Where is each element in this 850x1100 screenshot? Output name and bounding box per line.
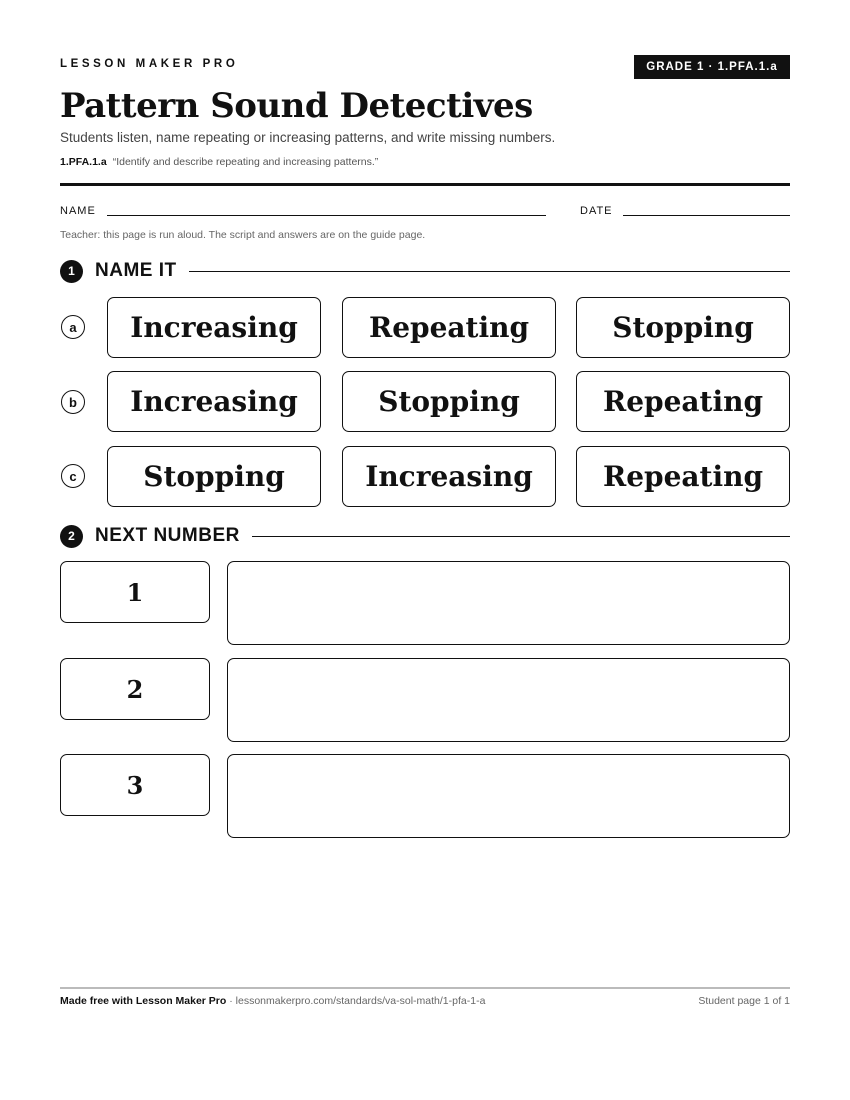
choice-b-2[interactable]: Stopping: [342, 371, 556, 432]
grade-badge: GRADE 1 · 1.PFA.1.a: [634, 55, 790, 79]
standard-code: 1.PFA.1.a: [60, 156, 107, 168]
footer-divider: [60, 987, 790, 989]
row-letter-b: b: [61, 390, 85, 414]
row-letter-c: c: [61, 464, 85, 488]
section-number-badge: 2: [60, 525, 83, 548]
answer-box-2[interactable]: [227, 658, 790, 742]
footer-url[interactable]: · lessonmakerpro.com/standards/va-sol-math/1-pfa-1-a: [226, 995, 486, 1007]
page-title: Pattern Sound Detectives: [60, 86, 533, 126]
standard-quote: “Identify and describe repeating and increasing patterns.”: [112, 156, 379, 168]
header-divider: [60, 183, 790, 186]
footer-page-number: Student page 1 of 1: [698, 995, 790, 1007]
answer-box-3[interactable]: [227, 754, 790, 838]
choice-b-1[interactable]: Increasing: [107, 371, 321, 432]
name-field[interactable]: [107, 215, 546, 216]
choice-c-1[interactable]: Stopping: [107, 446, 321, 507]
section-title: NAME IT: [95, 260, 177, 281]
section-name-it-header: [60, 259, 790, 283]
section-number-badge: 1: [60, 260, 83, 283]
page-subtitle: Students listen, name repeating or increasing patterns, and write missing numbers.: [60, 130, 556, 145]
choice-c-3[interactable]: Repeating: [576, 446, 790, 507]
row-letter-a: a: [61, 315, 85, 339]
brand-wordmark: LESSON MAKER PRO: [60, 58, 239, 70]
section-rule: [189, 271, 790, 272]
date-label: DATE: [580, 205, 613, 217]
footer-made-with: Made free with Lesson Maker Pro: [60, 995, 227, 1007]
choice-c-2[interactable]: Increasing: [342, 446, 556, 507]
section-rule: [252, 536, 790, 537]
name-label: NAME: [60, 205, 96, 217]
date-field[interactable]: [623, 215, 790, 216]
choice-b-3[interactable]: Repeating: [576, 371, 790, 432]
standard-line: [60, 156, 378, 168]
choice-a-3[interactable]: Stopping: [576, 297, 790, 358]
footer-credit: [60, 995, 485, 1007]
answer-box-1[interactable]: [227, 561, 790, 645]
teacher-note: Teacher: this page is run aloud. The script and answers are on the guide page.: [60, 229, 426, 241]
item-number-3: 3: [60, 754, 210, 816]
section-title: NEXT NUMBER: [95, 525, 240, 546]
section-next-number-header: [60, 524, 790, 548]
choice-a-1[interactable]: Increasing: [107, 297, 321, 358]
item-number-1: 1: [60, 561, 210, 623]
item-number-2: 2: [60, 658, 210, 720]
choice-a-2[interactable]: Repeating: [342, 297, 556, 358]
